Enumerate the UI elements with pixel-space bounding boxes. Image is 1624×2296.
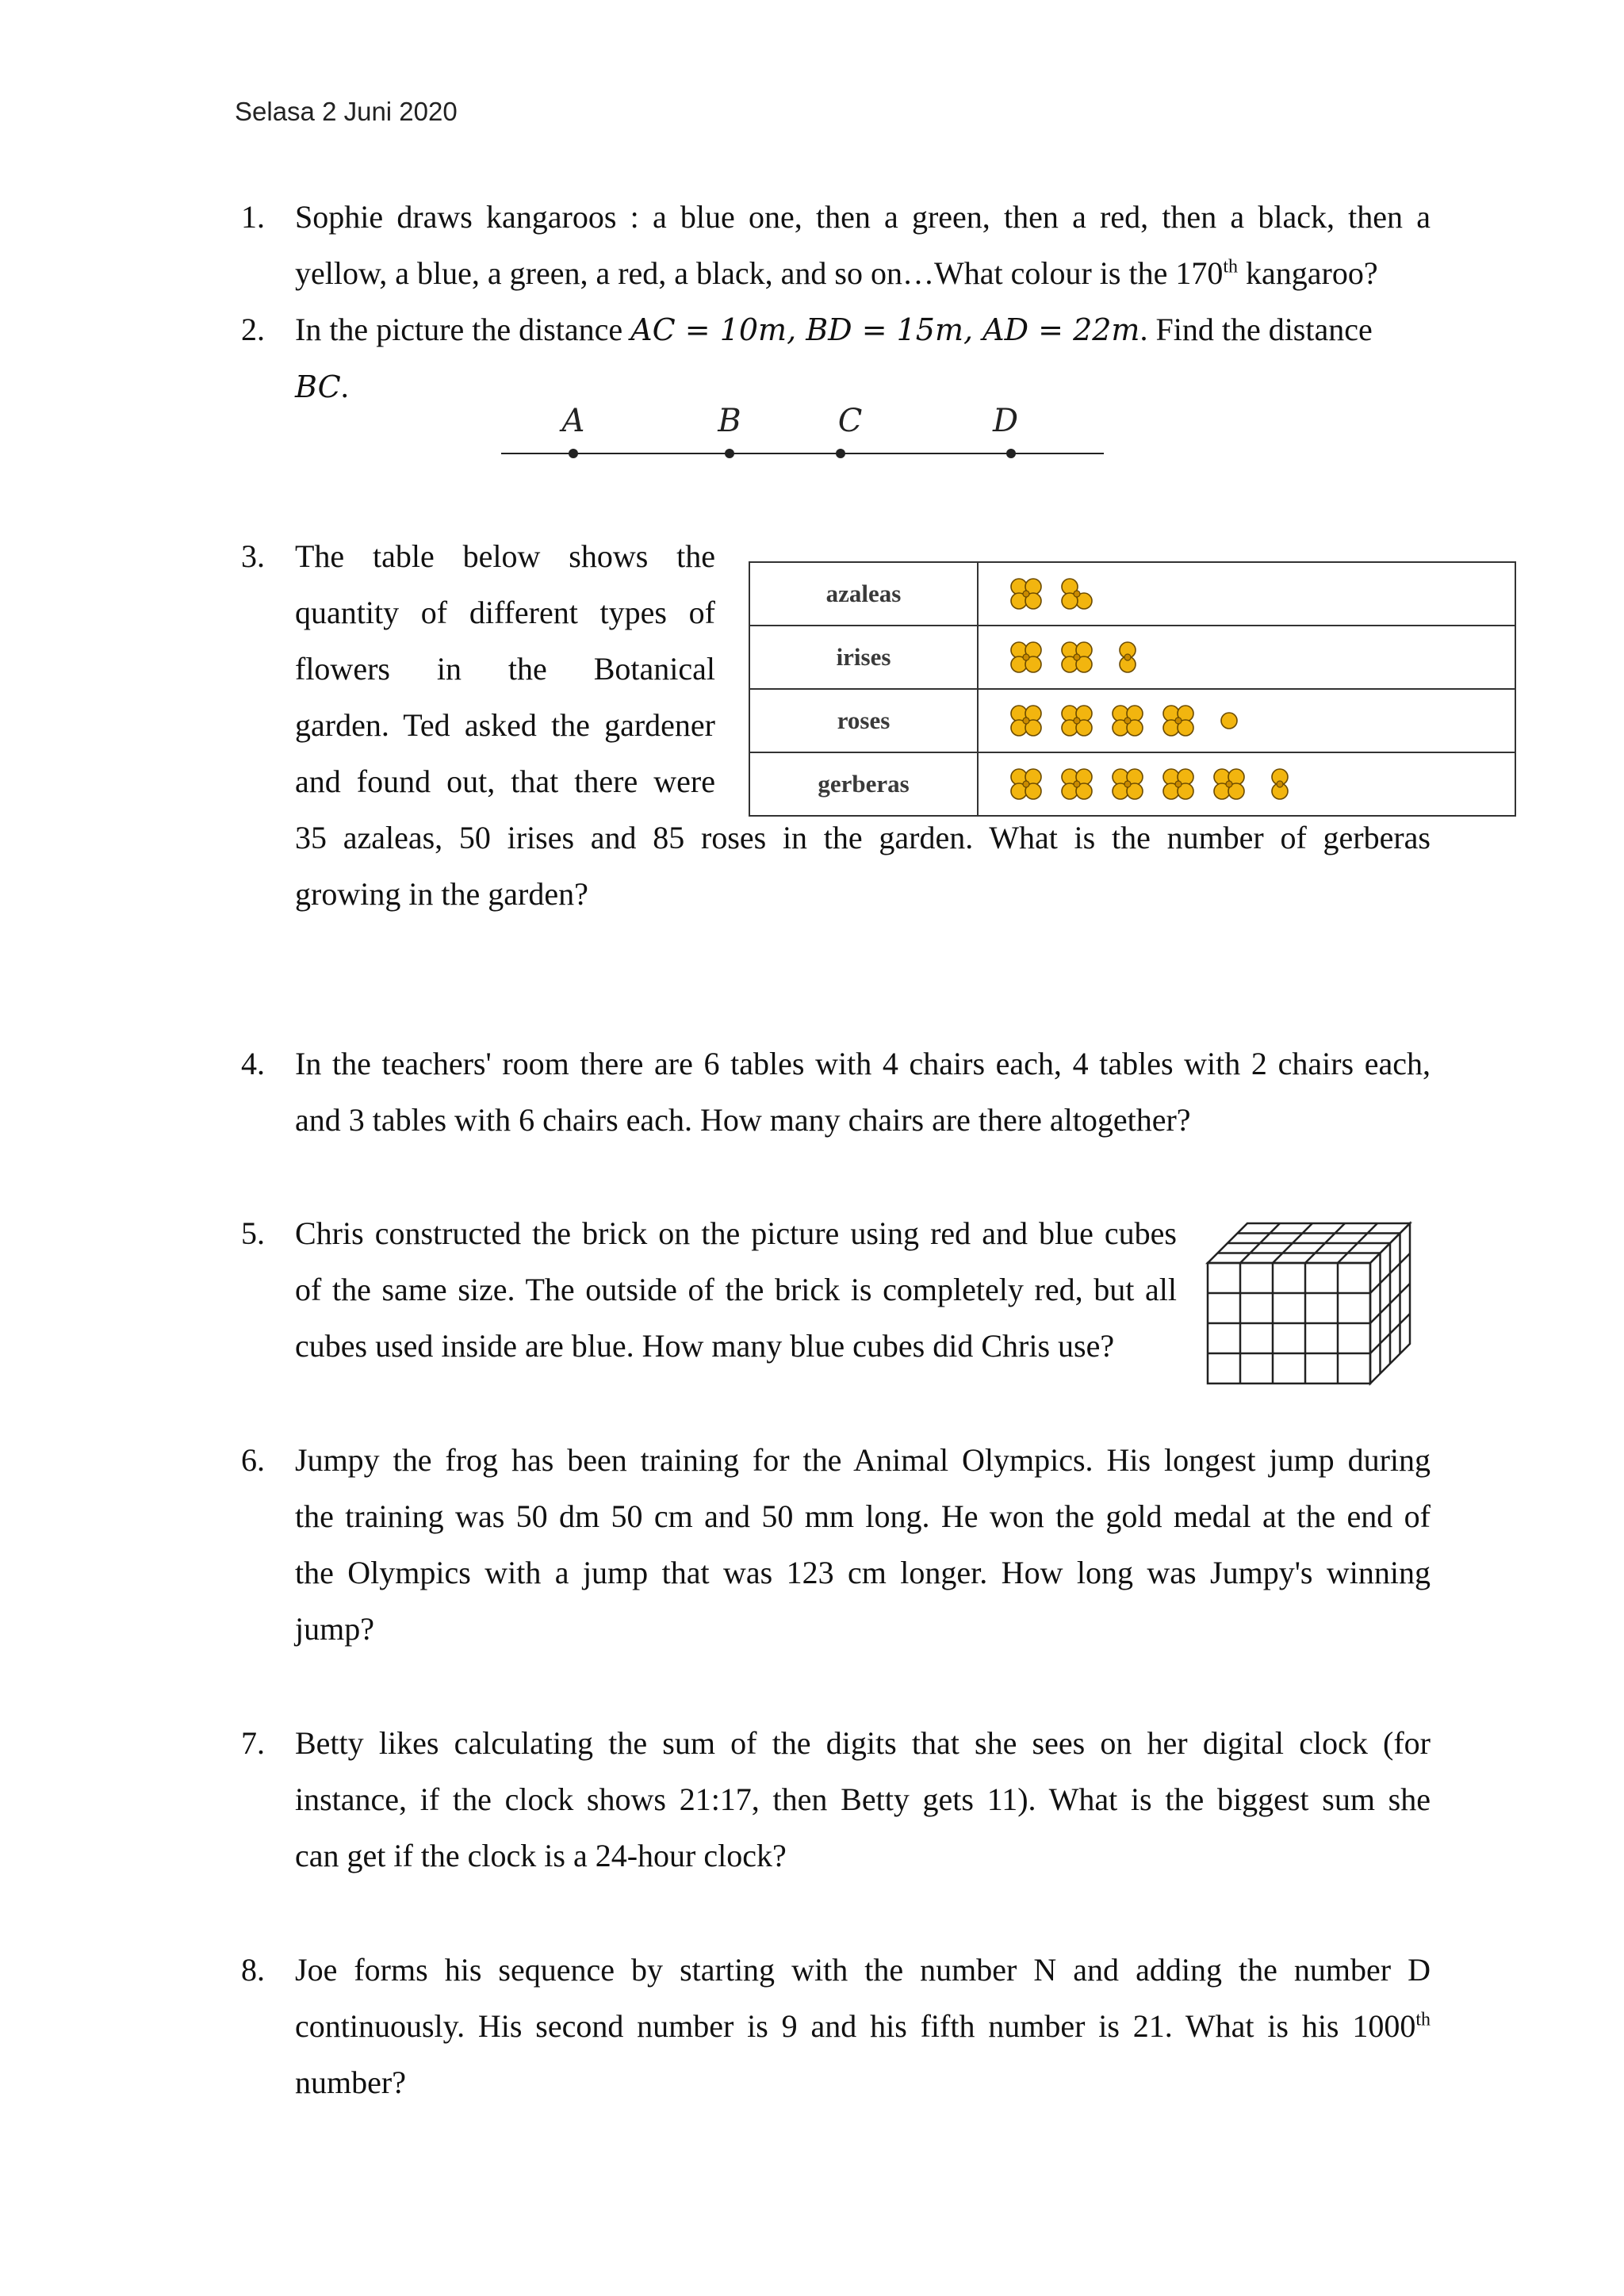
point-b-label: B	[718, 403, 741, 439]
flower-icon	[1163, 706, 1193, 736]
q3-number: 3.	[241, 538, 265, 574]
flower-icon	[1113, 706, 1143, 736]
q3-line-3: flowers in the Botanical	[295, 651, 715, 687]
q4-text	[295, 1035, 1431, 1148]
q1-text	[295, 189, 1431, 301]
flower-icon	[1062, 579, 1092, 609]
q7-text	[295, 1715, 1431, 1884]
q8-line-2: continuously. His second number is 9 and his fifth number is 21. What is his 1000th	[295, 2008, 1431, 2044]
q4-number: 4.	[241, 1046, 265, 1081]
q7-line-1: Betty likes calculating the sum of the digits that she sees on her digital clock (for	[295, 1725, 1431, 1761]
q5-line-2: of the same size. The outside of the brick is completely red, but all	[295, 1272, 1177, 1307]
row-label: roses	[749, 689, 978, 752]
point-a-dot	[569, 449, 578, 458]
q3-line-7: growing in the garden?	[295, 876, 588, 912]
flower-icons	[978, 562, 1515, 626]
q4-line-2: and 3 tables with 6 chairs each. How many chairs are there altogether?	[295, 1102, 1191, 1138]
cube-brick-diagram	[1201, 1217, 1415, 1391]
flower-icon	[1163, 769, 1193, 799]
flower-icon	[1062, 642, 1092, 672]
q8-line-1: Joe forms his sequence by starting with the number N and adding the number D	[295, 1952, 1431, 1988]
q2-math-distances: AC = 10m, BD = 15m, AD = 22m	[630, 312, 1140, 347]
table-row	[749, 752, 1515, 816]
points-line-diagram	[492, 388, 1110, 476]
flower-icon	[1062, 769, 1092, 799]
q7-number: 7.	[241, 1725, 265, 1761]
q2-text: In the picture the distance AC = 10m, BD = 15m, AD = 22m. Find the distance BC.	[295, 312, 1373, 404]
flower-pictograph-table	[749, 561, 1516, 817]
q5-text	[295, 1205, 1177, 1374]
q7-line-2: instance, if the clock shows 21:17, then Betty gets 11). What is the biggest sum she	[295, 1781, 1431, 1817]
q1-number: 1.	[241, 199, 265, 235]
q8-number: 8.	[241, 1952, 265, 1988]
q8-text	[295, 1942, 1431, 2110]
flower-icon	[1011, 579, 1041, 609]
flower-icon	[1113, 769, 1143, 799]
q6-line-1: Jumpy the frog has been training for the Animal Olympics. His longest jump during	[295, 1442, 1431, 1478]
flower-icon	[1011, 769, 1041, 799]
point-a-label: A	[561, 403, 585, 439]
point-d-label: D	[992, 403, 1019, 439]
q1-line-2: yellow, a blue, a green, a red, a black, and so on…What colour is the 170th kangaroo?	[295, 255, 1378, 291]
flower-icon	[1221, 713, 1237, 729]
row-label: gerberas	[749, 752, 978, 816]
point-c-dot	[836, 449, 845, 458]
q7-line-3: can get if the clock is a 24-hour clock?	[295, 1838, 787, 1873]
flower-icons	[978, 752, 1515, 816]
q3-line-2: quantity of different types of	[295, 595, 715, 630]
q2-number: 2.	[241, 312, 265, 347]
flower-icon	[1062, 706, 1092, 736]
flower-icon	[1120, 642, 1136, 672]
flower-icon	[1011, 706, 1041, 736]
q3-text-wide	[295, 809, 1431, 922]
flower-icons	[978, 689, 1515, 752]
q6-line-4: jump?	[295, 1611, 374, 1647]
point-c-label: C	[837, 403, 863, 439]
flower-icons	[978, 626, 1515, 689]
q6-line-3: the Olympics with a jump that was 123 cm longer. How long was Jumpy's winning	[295, 1555, 1431, 1590]
q3-line-6: 35 azaleas, 50 irises and 85 roses in the garden. What is the number of gerberas	[295, 820, 1431, 855]
row-label: irises	[749, 626, 978, 689]
q3-line-4: garden. Ted asked the gardener	[295, 707, 715, 743]
q6-line-2: the training was 50 dm 50 cm and 50 mm long. He won the gold medal at the end of	[295, 1498, 1431, 1534]
point-b-dot	[725, 449, 734, 458]
q3-line-1: The table below shows the	[295, 538, 715, 574]
table-row	[749, 689, 1515, 752]
row-label: azaleas	[749, 562, 978, 626]
q3-line-5: and found out, that there were	[295, 763, 715, 799]
flower-icon	[1011, 642, 1041, 672]
q5-line-3: cubes used inside are blue. How many blue cubes did Chris use?	[295, 1328, 1115, 1364]
q3-text-narrow	[295, 528, 715, 809]
point-d-dot	[1006, 449, 1016, 458]
flower-icon	[1272, 769, 1288, 799]
table-row	[749, 626, 1515, 689]
page-date: Selasa 2 Juni 2020	[235, 97, 458, 126]
q5-line-1: Chris constructed the brick on the picture using red and blue cubes	[295, 1215, 1177, 1251]
q6-number: 6.	[241, 1442, 265, 1478]
table-row	[749, 562, 1515, 626]
q5-number: 5.	[241, 1215, 265, 1251]
q8-line-3: number?	[295, 2064, 406, 2100]
flower-icon	[1214, 769, 1244, 799]
q1-line-1: Sophie draws kangaroos : a blue one, then a green, then a red, then a black, then a	[295, 199, 1431, 235]
q4-line-1: In the teachers' room there are 6 tables with 4 chairs each, 4 tables with 2 chairs each,	[295, 1046, 1431, 1081]
q6-text	[295, 1432, 1431, 1657]
